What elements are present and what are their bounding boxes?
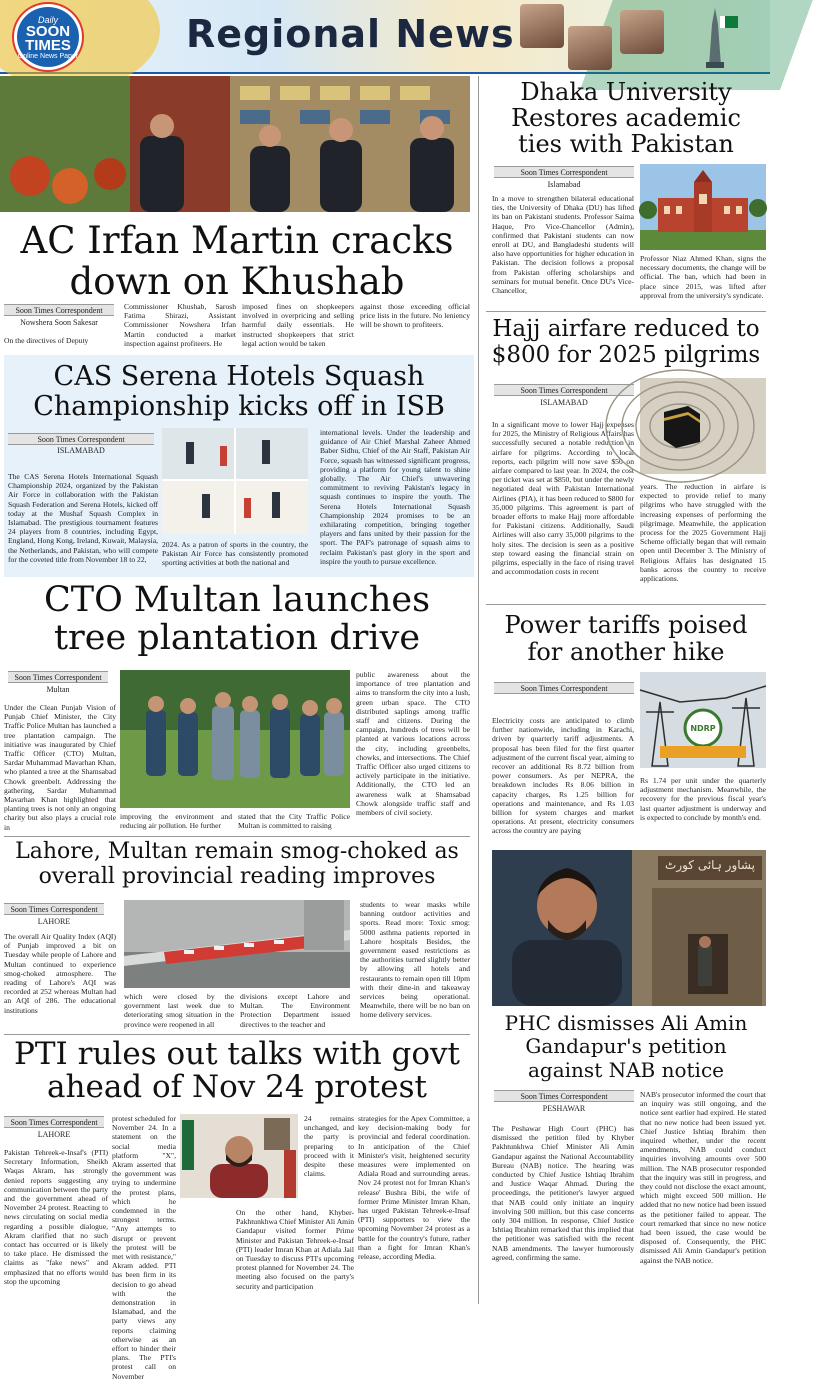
byline-tag: Soon Times Correspondent: [494, 1090, 634, 1102]
article-column: NAB's prosecutor informed the court that an inquiry was still ongoing, and the notice sent earlier had expired. He stated that no new notice had been issued yet. Chief Justice Ishtiaq Ibrahim then inquired whether, under the recent amendments, NAB could conduct inquiries involving amounts over 500 million. The NAB prosecutor responded that the inquiry was still in progress, and they could not disclose the exact amount, which might exceed 500 million. He added that no new notice had been issued as the petitioner failed to appear. The court remarked that since no new notice had been issued, the case would be disposed of. Consequently, the PHC dismissed Ali Amin Gandapur's petition against the NAB notice.: [640, 1090, 767, 1265]
minar-icon: [690, 6, 740, 68]
dateline: PESHAWAR: [542, 1104, 586, 1113]
article-column: Electricity costs are anticipated to climb further nationwide, including in Karachi, driven by quarterly tariff adjustments. A proposal has been filed for the first quarter adjustment of the current fiscal year, aiming to recover an additional Rs 8.72 billion from power consumers. As per NEPRA, the breakdown includes Rs 8.06 billion in capacity charges, Rs 1.25 billion for operations and maintenance, and Rs 1.03 billion for system charges and market operations. At present, electricity consumers across the country are paying: [492, 716, 634, 836]
byline-tag: Soon Times Correspondent: [494, 682, 634, 694]
logo-times: TIMES: [25, 37, 71, 54]
byline-tag: Soon Times Correspondent: [4, 903, 104, 915]
section-title: Regional News: [186, 12, 515, 56]
column-divider: [478, 76, 479, 1304]
byline-tag: Soon Times Correspondent: [4, 1116, 104, 1128]
byline-tag: Soon Times Correspondent: [8, 671, 108, 683]
power-pylon-photo: [640, 672, 766, 768]
article-column: The overall Air Quality Index (AQI) of Punjab improved a bit on Tuesday while people of Lahore and Multan continued to experience smog-choked atmosphere. The reading of Lahore's AQI was recorded at 252 whereas Multan had an AQI of 286. The educational institutions: [4, 932, 116, 1015]
dateline: ISLAMABAD: [57, 446, 105, 455]
soon-times-logo[interactable]: [14, 4, 82, 70]
pti-leader-photo: [180, 1114, 298, 1198]
logo-soon: SOON: [25, 23, 71, 40]
article-column: international levels. Under the leadership and guidance of Air Chief Marshal Zaheer Ahmed Baber Sidhu, Chief of the Air Staff, Pakistan Air Force, squash has witnessed significant progress, providing a platform for young talent to shine globally. The Air Chief's unwavering commitment to reviving Pakistan's legacy in squash continues to inspire the youth. The Serena Hotels International Squash Championship 2024 promises to be an exhilarating competition, bringing together players and fans united by their passion for the sport. The PAF's patronage of squash aims to reclaim Pakistan's past glory in the sport and inspire the youth to pursue excellence.: [320, 428, 470, 566]
article-column: 24 remains unchanged, and the party is preparing to proceed with it despite these claims.: [304, 1114, 354, 1179]
article-headline[interactable]: Dhaka University Restores academic ties with Pakistan: [511, 78, 741, 158]
court-sign: پشاور ہائی کورٹ: [665, 858, 755, 872]
smog-metro-photo: [124, 900, 350, 988]
court-photo: [492, 850, 766, 1006]
article-column: The Peshawar High Court (PHC) has dismissed the petition filed by Khyber Pakhtunkhwa Chief Minister Ali Amin Gandapur against the National Accountability Bureau (NAB) notice. The hearing was conducted by Chief Justice Ishtiaq Ibrahim and Justice Waqar Ahmad. During the proceedings, the petitioner's lawyer argued that NAB could only initiate an inquiry involving 500 million, but this case concerns only 304 million. In response, Chief Justice Ishtiaq Ibrahim remarked that this implied that the petitioner was satisfied with the recent NAB amendments. The lawyer humorously agreed, confirming the same.: [492, 1124, 634, 1262]
article-column: stated that the City Traffic Police Multan is committed to raising: [238, 812, 350, 831]
dateline: ISLAMABAD: [540, 398, 588, 407]
article-column: Commissioner Khushab, Sarosh Fatima Shirazi, Assistant Commissioner Nowshera Irfan Martin conducted a market inspection against profiteers. He: [124, 302, 236, 348]
article-column: 2024. As a patron of sports in the country, the Pakistan Air Force has consistently promoted sporting activities at both the national and: [162, 540, 308, 568]
dateline: Islamabad: [547, 180, 581, 189]
header-photo: [520, 4, 564, 48]
dateline: LAHORE: [37, 917, 71, 926]
article-column: against those exceeding official price lists in the future. No leniency will be shown to profiteers.: [360, 302, 470, 330]
divider: [4, 836, 470, 837]
article-column: The CAS Serena Hotels International Squash Championship 2024, organized by the Pakistan Air Force in collaboration with the Pakistan Squash Federation and Serena Hotels, kicked off today at the Mushaf Squash Complex in Islamabad. The prestigious tournament features 24 players from 8 countries, including Egypt, England, Hong Kong, Ireland, Kuwait, Malaysia, the Netherlands, and Pakistan, who will compete for the coveted title from November 18 to 22,: [8, 472, 158, 564]
article-column: improving the environment and reducing air pollution. He further: [120, 812, 232, 831]
dateline: LAHORE: [37, 1130, 71, 1139]
masthead-banner: [0, 0, 770, 74]
article-column: Under the Clean Punjab Vision of Punjab Chief Minister, the City Traffic Police Multan has launched a tree plantation campaign. The initiative was inaugurated by Chief Traffic Officer (CTO) Multan, Sardar Muhammad Mavarhan Khan, who planted a tree at the Shamsabad Chowk greenbelt. Addressing the gathering, Sardar Muhammad Mavarhan Khan highlighted that planting trees is not only an ongoing charity but also plays a crucial role in: [4, 703, 116, 832]
article-column: years. The reduction in airfare is expected to provide relief to many pilgrims who have struggled with the increasing expenses of performing the pilgrimage. Meanwhile, the application process for the 2025 Government Hajj Scheme officially began that will remain open until December 3. The Ministry of Religious Affairs has designated 15 banks across the country to receive applications.: [640, 482, 766, 584]
article-headline[interactable]: Power tariffs poised for another hike: [504, 611, 748, 666]
article-column: strategies for the Apex Committee, a key decision-making body for provincial and federal coordination. In anticipation of the Chief Minister's visit, heightened security measures were implemented on Adiala Road and surrounding areas. Nov 24 protest not for Imran Khan's release' Bushra Bibi, the wife of former Prime Minister Imran Khan, has urged Pakistan Tehreek-e-Insaf (PTI) supporters to view the upcoming November 24 protest as a battle for the country's future, rather than a fight for Imran Khan's release, according Media.: [358, 1114, 470, 1262]
kaaba-photo: [640, 378, 766, 474]
byline-tag: Soon Times Correspondent: [8, 433, 154, 445]
article-headline[interactable]: PTI rules out talks with govt ahead of Nov 24 protest: [14, 1036, 460, 1105]
divider: [486, 311, 766, 312]
article-column: students to wear masks while banning outdoor activities and sports. Read more: Toxic smog: 5000 asthma patients reported in Lahore hospitals Besides, the government eased restrictions as the authorities turned slightly better by allowing all hotels and restaurants to remain open till 10pm with their dine-in and takeaway services being operational. Meanwhile, there will be no ban on home delivery services.: [360, 900, 470, 1020]
dateline: Multan: [46, 685, 70, 694]
market-inspection-photo: [0, 76, 470, 212]
byline-tag: Soon Times Correspondent: [494, 384, 634, 396]
header-photo: [568, 26, 612, 70]
article-column: Pakistan Tehreek-e-Insaf's (PTI) Secretary Information, Sheikh Waqas Akram, has strongly denied reports suggesting any communication between the party and the government ahead of November 24 protest. Reacting to news circulating on social media regarding a possible dialogue, Akram clarified that no such contact has occurred or is likely to take place. He dismissed the claims as "fake news" and emphasized that no efforts would stop the upcoming: [4, 1148, 108, 1286]
divider: [4, 1034, 470, 1035]
dhaka-university-photo: [640, 164, 766, 250]
logo-tagline: Online News Paper: [17, 53, 79, 60]
article-column: imposed fines on shopkeepers involved in overpricing and selling harmful daily essentials. He instructed shopkeepers that strict legal action would be taken: [242, 302, 354, 348]
tree-plantation-photo: [120, 670, 350, 808]
article-column: On the other hand, Khyber-Pakhtunkhwa Chief Minister Ali Amin Gandapur visited former Prime Minister and Pakistan Tehreek-e-Insaf (PTI) leader Imran Khan at Adiala Jail on Tuesday to discuss PTI's upcoming protest planned for November 24. The meeting also focused on the party's security and participation: [236, 1208, 354, 1291]
article-column: divisions except Lahore and Multan. The Environment Protection Department issued directives to the teacher and: [240, 992, 350, 1029]
article-headline[interactable]: CTO Multan launches tree plantation drive: [43, 580, 431, 658]
logo-daily: Daily: [37, 15, 58, 25]
article-column: protest scheduled for November 24. In a statement on the social media platform "X", Akram asserted that the government was trying to undermine the protest plans, which he condemned in the strongest terms. "Any attempts to disrupt or prevent the protest will be met with resistance," Akram added. PTI has been firm in its decision to go ahead with the demonstration in Islamabad, and the party views any reports claiming otherwise as an effort to hinder their plans. The PTI's protest call on November: [112, 1114, 176, 1381]
byline-tag: Soon Times Correspondent: [4, 304, 114, 316]
article-headline[interactable]: Lahore, Multan remain smog-choked as overall provincial reading improves: [15, 839, 459, 889]
nepra-logo-text: NDRP: [690, 724, 716, 733]
article-headline[interactable]: Hajj airfare reduced to $800 for 2025 pilgrims: [491, 316, 761, 369]
article-headline[interactable]: AC Irfan Martin cracks down on Khushab: [20, 219, 454, 304]
article-column: On the directives of Deputy: [4, 336, 89, 345]
article-column: which were closed by the government last week due to deteriorating smog situation in the province were reopened in all: [124, 992, 234, 1029]
squash-match-photo: [162, 428, 308, 534]
article-column: In a move to strengthen bilateral educational ties, the University of Dhaka (DU) has lifted its ban on Pakistani students. Professor Saima Haque, Pro Vice-Chancellor (Admin), confirmed that Pakistani students can now enroll at DU, and Bangladeshi students will also have opportunities for higher education in Pakistan. The decision follows a proposal from Pakistan offering scholarships and seminars for mutual benefit. Once DU's Vice-Chancellor,: [492, 194, 634, 296]
article-column: In a significant move to lower Hajj expenses for 2025, the Ministry of Religious Affairs has successfully secured a notable reduction in airfare for pilgrims. According to local reports, each pilgrim will now save $50 on airfare compared to last year. In 2024, the cost per ticket was set at $850, but under the newly negotiated deal with Pakistan International Airlines (PIA), it has been reduced to $800 for 35,000 pilgrims. This agreement is part of broader efforts to make Hajj more affordable for Pakistani citizens. Additionally, Saudi Airlines will also carry 35,000 pilgrims to the holy sites. The decision is seen as a positive step toward easing the financial strain on pilgrims, especially in the face of rising travel and accommodation costs in recent: [492, 420, 634, 577]
header-photo: [620, 10, 664, 54]
dateline: Nowshera Soon Sakesar: [20, 318, 98, 327]
article-column: public awareness about the importance of tree plantation and aims to transform the city into a lush, green urban space. The CTO distributed saplings among traffic staff and citizens. During the campaign, hundreds of trees will be planted at various locations across the city, including greenbelts, chowks, and intersections. The Chief Traffic Officer also urged citizens to actively participate in the initiative. Additionally, the CTO led an awareness walk at Shamsabad Chowk alongside traffic staff and members of civil society.: [356, 670, 470, 818]
article-headline[interactable]: CAS Serena Hotels Squash Championship kicks off in ISB: [33, 361, 445, 423]
byline-tag: Soon Times Correspondent: [494, 166, 634, 178]
divider: [486, 604, 766, 605]
article-column: Rs 1.74 per unit under the quarterly adjustment mechanism. Meanwhile, the recovery for the previous fiscal year's last quarter adjustment is underway and is expected to conclude by month's end.: [640, 776, 766, 822]
article-headline[interactable]: PHC dismisses Ali Amin Gandapur's petition against NAB notice: [504, 1011, 748, 1082]
article-column: Professor Niaz Ahmed Khan, signs the necessary documents, the change will be official. The ban, which had been in place since 2015, was lifted after approval from the university's syndicate.: [640, 254, 766, 300]
